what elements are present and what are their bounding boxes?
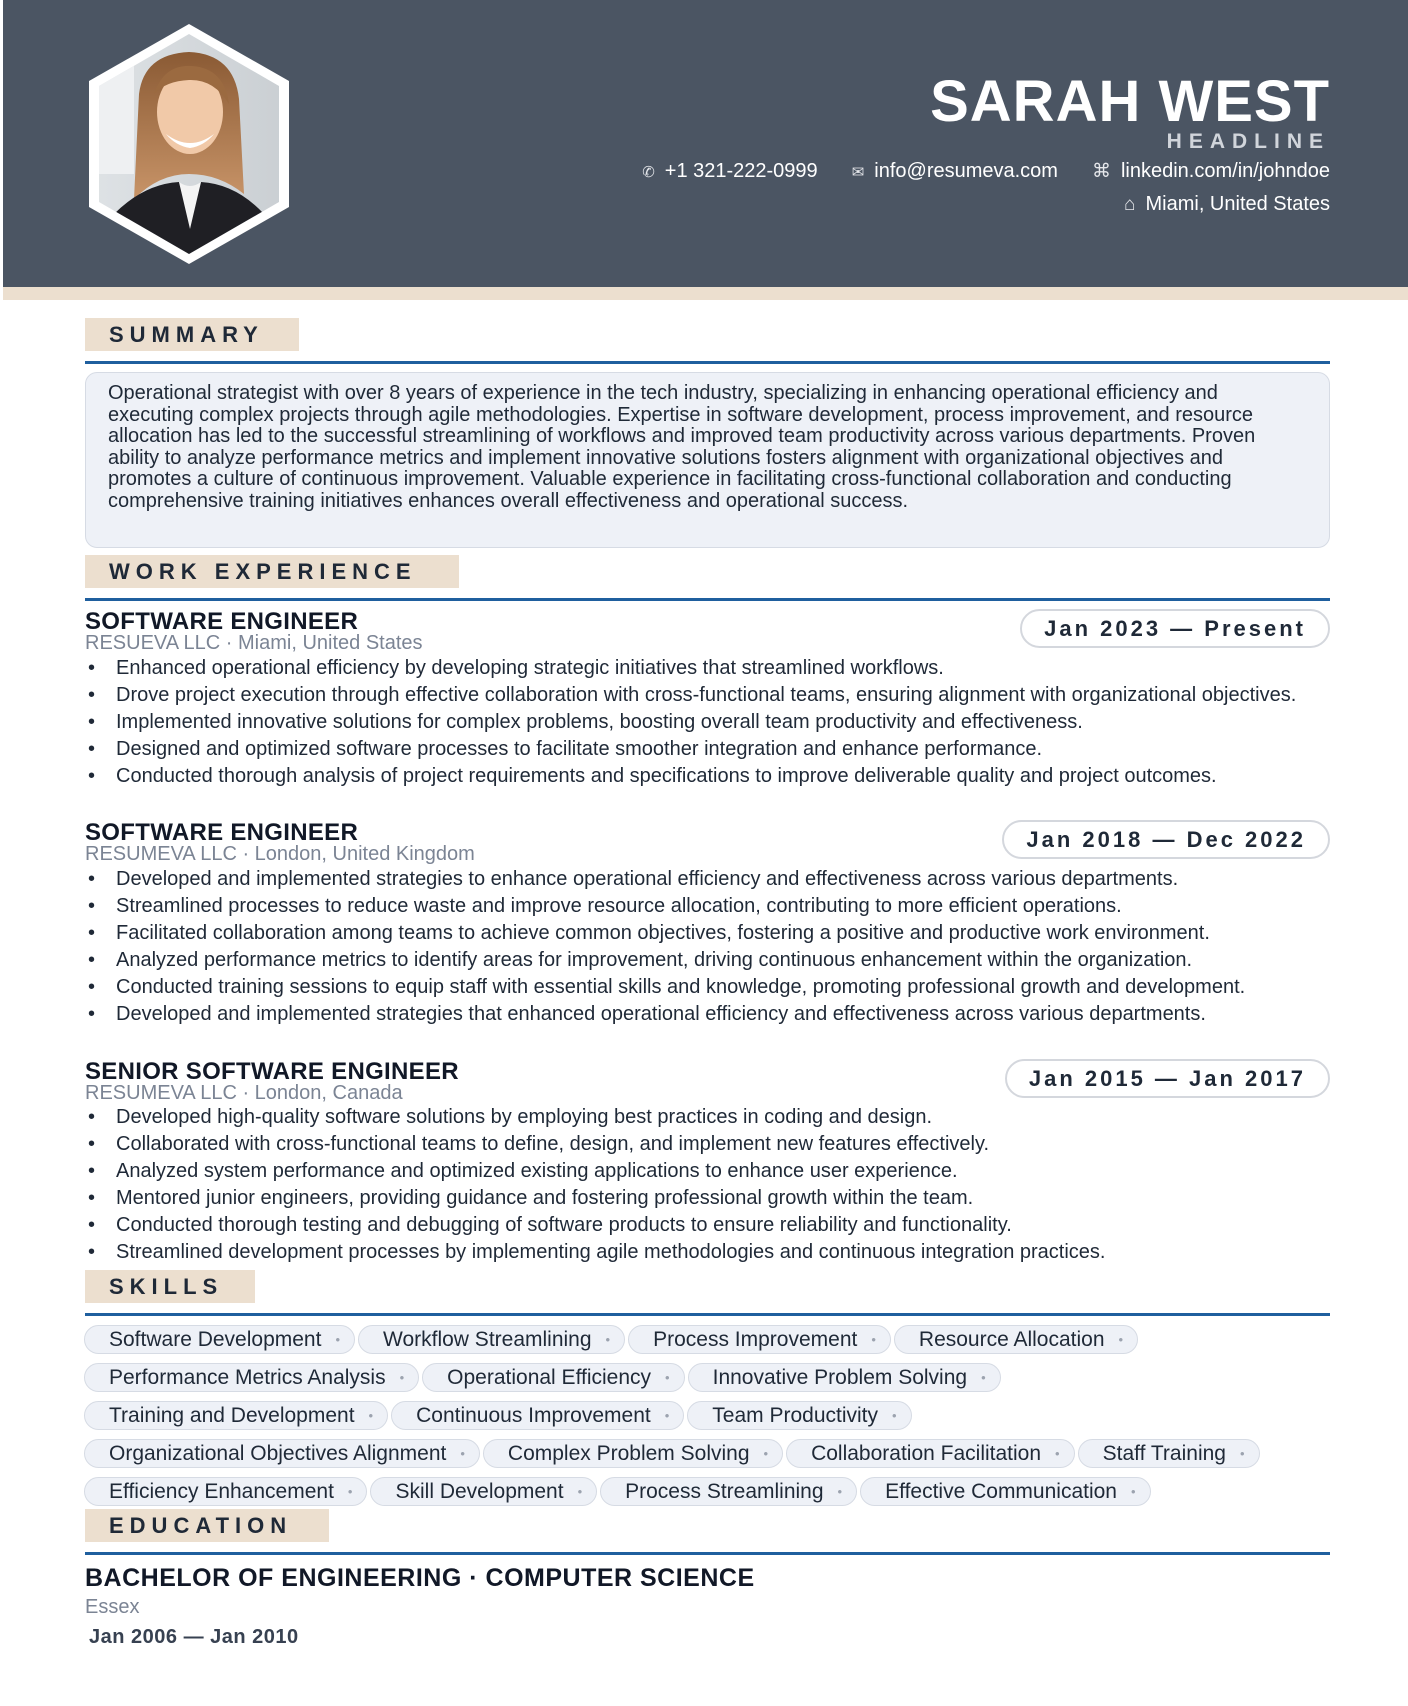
section-title-skills: SKILLS [85,1270,255,1303]
skill-chip: Skill Development • [370,1477,597,1506]
job-dates: Jan 2015 — Jan 2017 [1005,1059,1330,1098]
skill-row [84,1401,1334,1430]
job-title: SOFTWARE ENGINEER [85,819,359,846]
skill-row [84,1325,1334,1354]
contact-location-text: Miami, United States [1145,193,1330,215]
list-item: • Streamlined development processes by implementing agile methodologies and continuous integration practices. [85,1239,1335,1265]
candidate-headline: HEADLINE [1166,130,1330,153]
skill-chip: Training and Development • [84,1401,388,1430]
contact-linkedin-text: linkedin.com/in/johndoe [1120,160,1330,182]
skill-chip: Team Productivity • [687,1401,911,1430]
summary-text: Operational strategist with over 8 years of experience in the tech industry, specializing in enhancing operational efficiency and executing complex projects through agile methodologies. Expertise in software development, process improvement, and resource allocation has led to the successful streamlining of workflows and improved team productivity across various departments. Proven ability to analyze performance metrics and implement innovative solutions fosters alignment with organizational objectives and promotes a culture of continuous improvement. Valuable experience in facilitating cross-functional collaboration and conducting comprehensive training initiatives enhances overall effectiveness and operational success. [108,382,1256,512]
list-item: • Developed high-quality software solutions by employing best practices in coding and design. [85,1104,1335,1130]
contact-linkedin[interactable] [1092,160,1330,183]
profile-photo-hexagon [84,24,294,264]
section-rule-skills [85,1313,1330,1316]
list-item: • Streamlined processes to reduce waste and improve resource allocation, contributing to more efficient operations. [85,893,1335,919]
skills-list [84,1325,1334,1515]
job-company: RESUMEVA LLC · London, United Kingdom [85,843,475,865]
job-bullets [85,1104,1335,1266]
skill-chip: Operational Efficiency • [422,1363,684,1392]
candidate-name: SARAH WEST [930,69,1330,134]
job-dates: Jan 2018 — Dec 2022 [1002,820,1330,859]
list-item: • Facilitated collaboration among teams to achieve common objectives, fostering a positive and productive work environment. [85,920,1335,946]
skill-chip: Organizational Objectives Alignment • [84,1439,480,1468]
list-item: • Enhanced operational efficiency by developing strategic initiatives that streamlined workflows. [85,655,1335,681]
section-rule-work-experience [85,598,1330,601]
education-dates: Jan 2006 — Jan 2010 [89,1626,299,1648]
list-item: • Conducted thorough testing and debugging of software products to ensure reliability and functionality. [85,1212,1335,1238]
skill-chip: Software Development • [84,1325,355,1354]
job-title: SENIOR SOFTWARE ENGINEER [85,1058,459,1085]
list-item: • Conducted training sessions to equip staff with essential skills and knowledge, promoting professional growth and development. [85,974,1335,1000]
skill-chip: Process Improvement • [628,1325,891,1354]
job-bullets [85,866,1335,1028]
skill-chip: Continuous Improvement • [391,1401,684,1430]
list-item: • Drove project execution through effective collaboration with cross-functional teams, ensuring alignment with organizational objectives. [85,682,1335,708]
list-item: • Conducted thorough analysis of project requirements and specifications to improve deliverable quality and project outcomes. [85,763,1335,789]
header-accent-bar [3,287,1408,300]
job-company: RESUEVA LLC · Miami, United States [85,632,423,654]
skill-chip: Collaboration Facilitation • [786,1439,1075,1468]
job-bullets [85,655,1335,790]
skill-chip: Staff Training • [1078,1439,1260,1468]
list-item: • Designed and optimized software processes to facilitate smoother integration and enhance performance. [85,736,1335,762]
phone-icon: ✆ [642,163,655,181]
skill-chip: Effective Communication • [860,1477,1150,1506]
list-item: • Analyzed performance metrics to identify areas for improvement, driving continuous enhancement within the organization. [85,947,1335,973]
section-rule-summary [85,361,1330,364]
list-item: • Implemented innovative solutions for complex problems, boosting overall team productivity and effectiveness. [85,709,1335,735]
profile-photo [84,24,294,264]
contact-email-text: info@resumeva.com [874,160,1058,182]
contact-phone-text: +1 321-222-0999 [664,160,818,182]
skill-chip: Workflow Streamlining • [358,1325,625,1354]
skill-chip: Efficiency Enhancement • [84,1477,367,1506]
skill-row [84,1439,1334,1468]
education-degree: BACHELOR OF ENGINEERING · COMPUTER SCIENCE [85,1564,755,1592]
skill-chip: Process Streamlining • [600,1477,857,1506]
list-item: • Analyzed system performance and optimized existing applications to enhance user experience. [85,1158,1335,1184]
list-item: • Developed and implemented strategies to enhance operational efficiency and effectiveness across various departments. [85,866,1335,892]
education-school: Essex [85,1596,140,1618]
skill-chip: Complex Problem Solving • [483,1439,783,1468]
job-title: SOFTWARE ENGINEER [85,608,359,635]
list-item: • Developed and implemented strategies that enhanced operational efficiency and effectiveness across various departments. [85,1001,1335,1027]
skill-row [84,1477,1334,1506]
home-icon: ⌂ [1124,193,1136,215]
section-title-education: EDUCATION [85,1509,329,1542]
job-dates: Jan 2023 — Present [1020,609,1330,648]
contact-location [1124,193,1330,216]
list-item: • Collaborated with cross-functional teams to define, design, and implement new features effectively. [85,1131,1335,1157]
job-company: RESUMEVA LLC · London, Canada [85,1082,403,1104]
skill-chip: Innovative Problem Solving • [688,1363,1001,1392]
skill-row [84,1363,1334,1392]
skill-chip: Resource Allocation • [894,1325,1138,1354]
section-title-summary: SUMMARY [85,318,299,351]
section-title-work-experience: WORK EXPERIENCE [85,555,459,588]
section-rule-education [85,1552,1330,1555]
contact-email[interactable] [852,160,1058,183]
summary-box [85,372,1330,548]
list-item: • Mentored junior engineers, providing guidance and fostering professional growth within the team. [85,1185,1335,1211]
email-icon: ✉ [851,163,865,181]
contact-phone[interactable] [642,160,818,183]
link-icon: ⌘ [1091,161,1111,182]
skill-chip: Performance Metrics Analysis • [84,1363,419,1392]
contact-row [642,160,1330,183]
